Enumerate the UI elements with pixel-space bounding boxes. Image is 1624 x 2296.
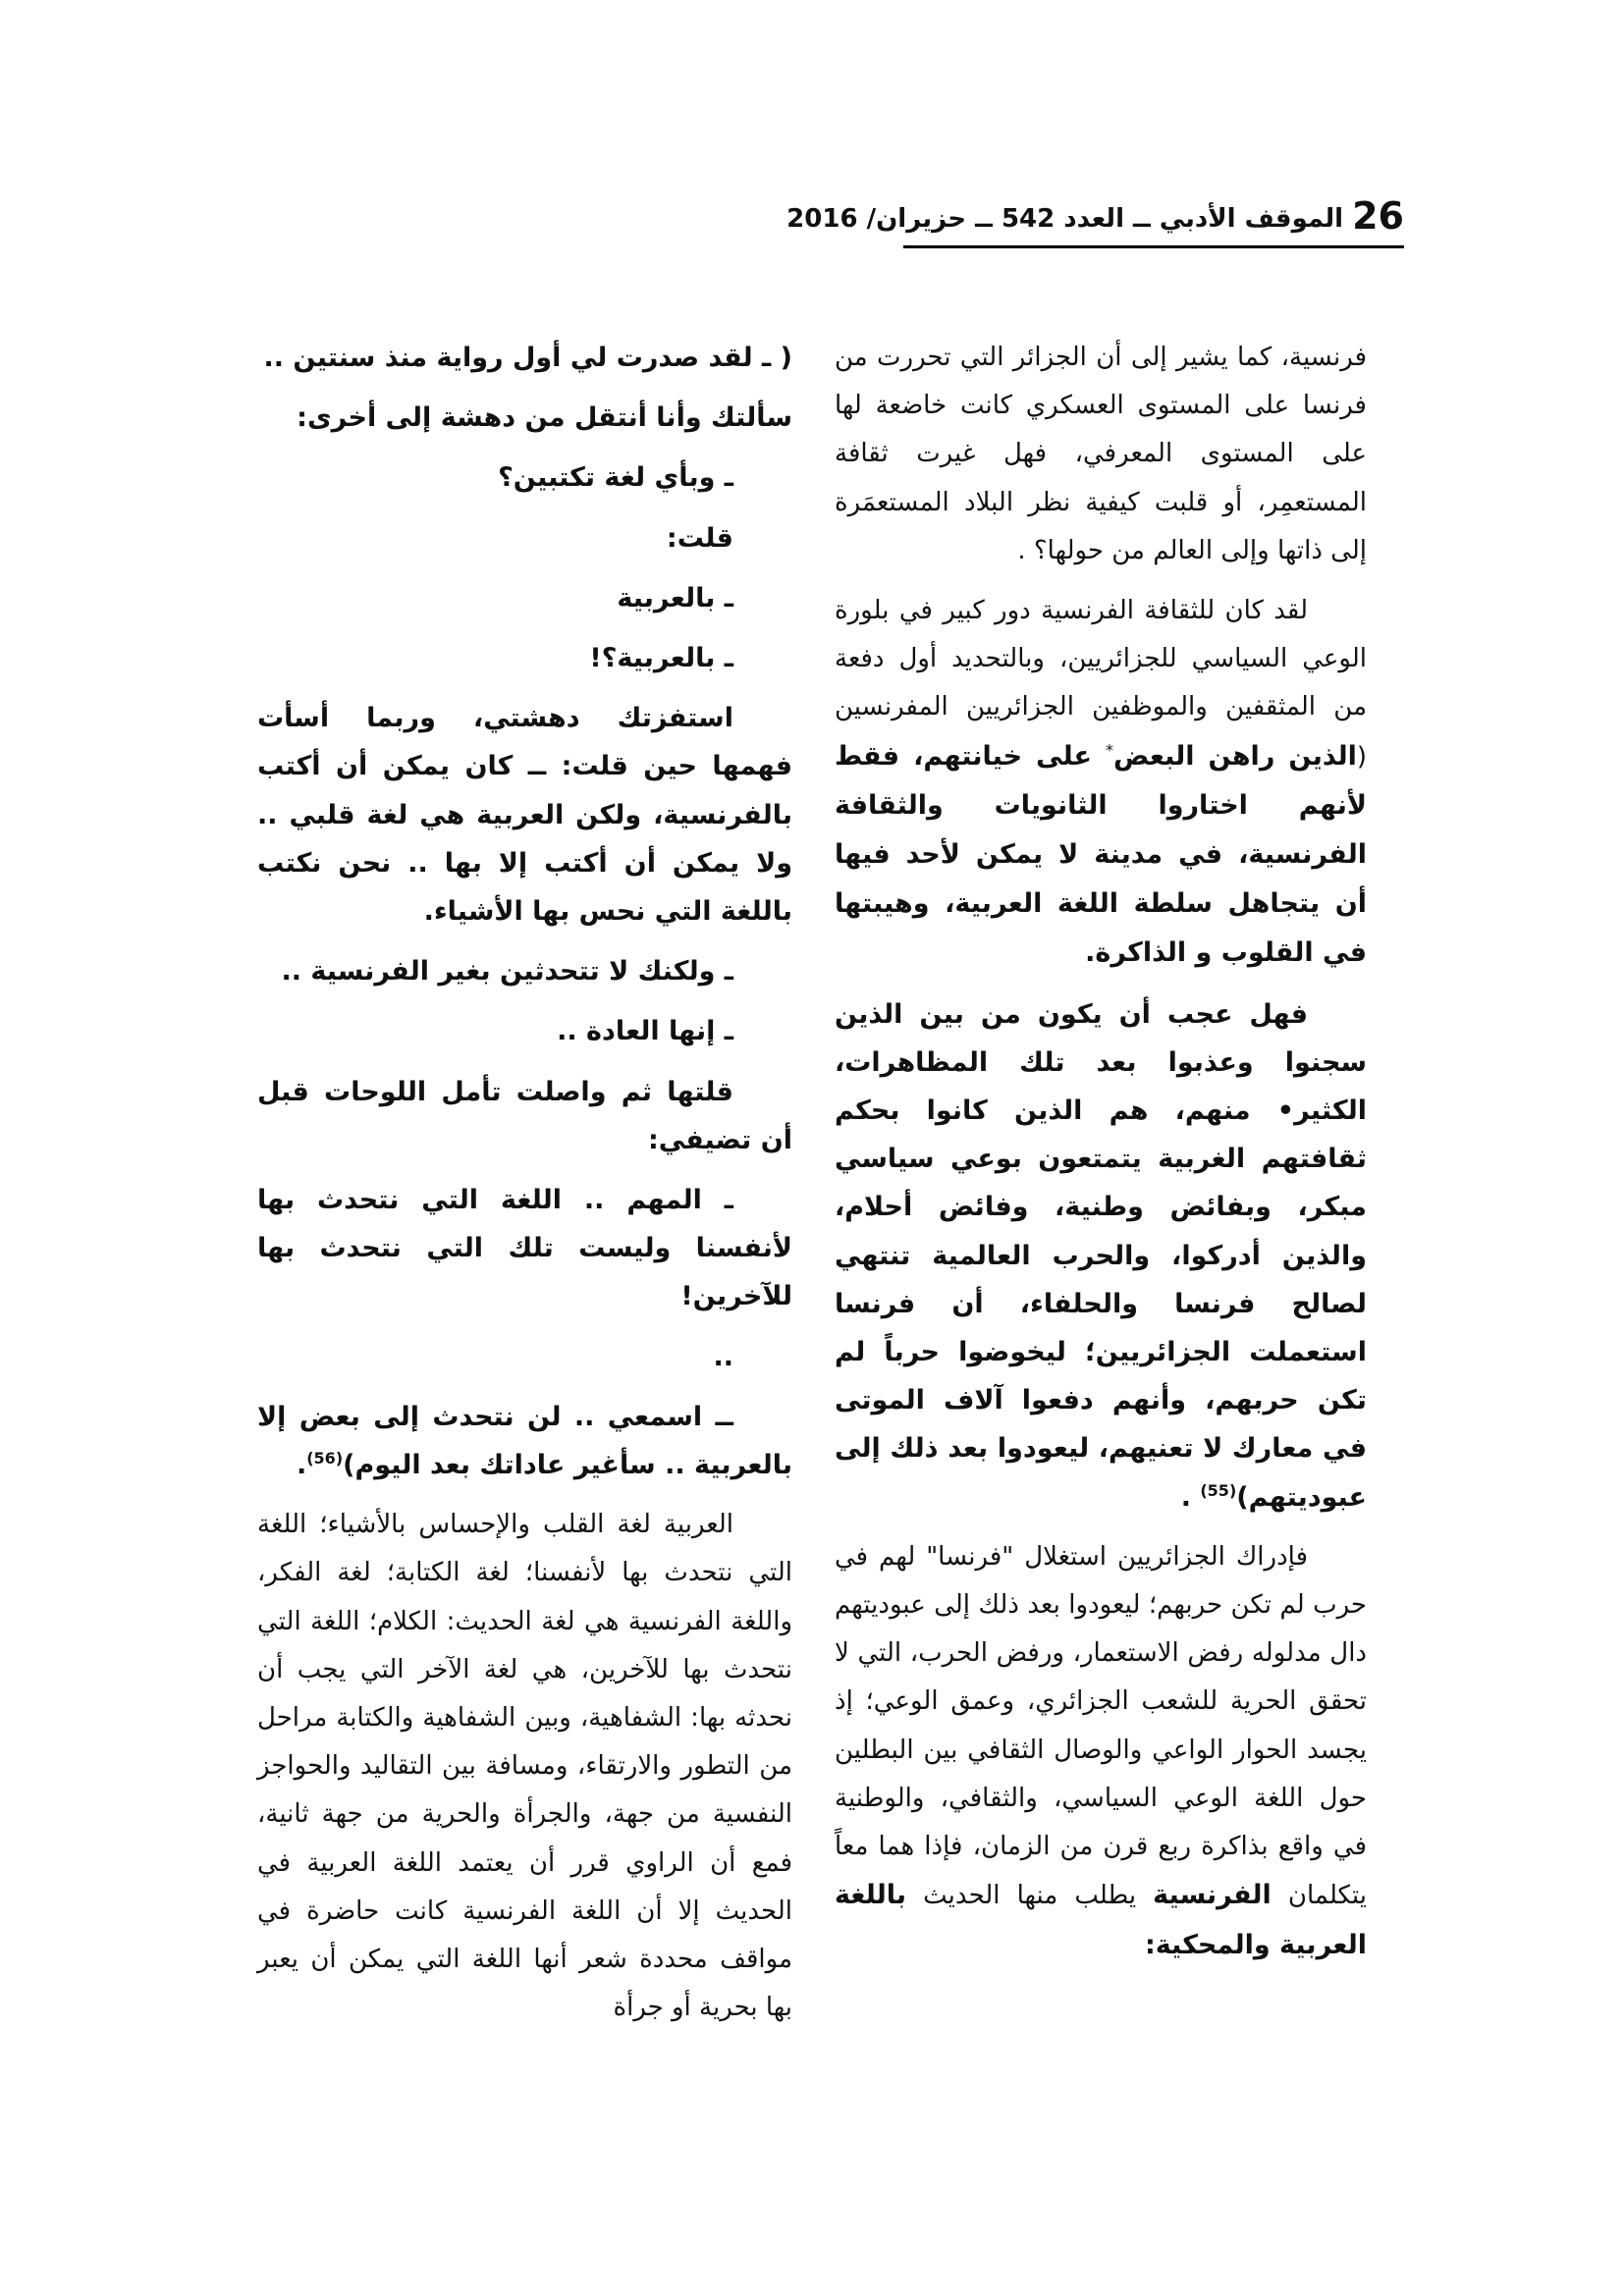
dialogue-line [257, 1393, 792, 1489]
paragraph-text: فإدراك الجزائريين استغلال "فرنسا" لهم في حرب لم تكن حربهم؛ ليعودوا بعد ذلك إلى عبوديتهم دال مدلوله رفض الاستعمار، ورفض الحرب، التي لا تحقق الحرية للشعب الجزائري، وعمق الوعي؛ إذ يجسد الحوار الواعي والوصال الثقافي بين البطلين حول اللغة الوعي السياسي، والثقافي، والوطنية في واقع بذاكرة ربع قرن من الزمان، فإذا هما معاً يتكلمان [835, 1541, 1367, 1911]
paragraph [835, 1533, 1367, 1970]
bold-quote: الذين راهن البعض [1113, 740, 1357, 772]
paragraph: العربية لغة القلب والإحساس بالأشياء؛ اللغة التي نتحدث بها لأنفسنا؛ لغة الكتابة؛ لغة الفكر، واللغة الفرنسية هي لغة الحديث: الكلام؛ اللغة التي نتحدث بها للآخرين، هي لغة الآخر التي يجب أن نحدثه بها: الشفاهية، وبين الشفاهية والكتابة مراحل من التطور والارتقاء، ومسافة بين التقاليد والحواجز النفسية من جهة، والجرأة والحرية من جهة ثانية، فمع أن الراوي قرر أن يعتمد اللغة العربية في الحديث إلا أن اللغة الفرنسية كانت حاضرة في مواقف محددة شعر أنها اللغة التي يمكن أن يعبر بها بحرية أو جرأة [257, 1510, 792, 2023]
running-title: الموقف الأدبي ــ العدد 542 ــ حزيران/ 2016 [786, 204, 1343, 234]
dialogue-line: استفزتك دهشتي، وربما أسأت فهمها حين قلت: ــ كان يمكن أن أكتب بالفرنسية، ولكن العربية هي لغة قلبي .. ولا يمكن أن أكتب إلا بها .. نحن نكتب باللغة التي نحس بها الأشياء. [257, 703, 792, 928]
bold-phrase: باللغة العربية والمحكية: [835, 1880, 1367, 1960]
dialogue-line: ـ المهم .. اللغة التي نتحدث بها لأنفسنا وليست تلك التي نتحدث بها للآخرين! [257, 1185, 792, 1312]
ellipsis-line: .. [713, 1341, 733, 1372]
dialogue-line: ( ـ لقد صدرت لي أول رواية منذ سنتين .. [263, 343, 792, 373]
bold-paragraph [835, 990, 1367, 1522]
dialogue-line: ـ وبأي لغة تكتبين؟ [498, 462, 733, 494]
bold-quote: فهل عجب أن يكون من بين الذين سجنوا وعذبوا بعد تلك المظاهرات، الكثير [835, 998, 1367, 1127]
dialogue-line: ـ بالعربية؟! [589, 643, 733, 674]
paragraph: فرنسية، كما يشير إلى أن الجزائر التي تحررت من فرنسا على المستوى العسكري كانت خاضعة لها على المستوى المعرفي، فهل غيرت ثقافة المستعمِر، أو قلبت كيفية نظر البلاد المستعمَرة إلى ذاتها وإلى العالم من حولها؟ . [835, 343, 1367, 565]
paragraph-text: لقد كان للثقافة الفرنسية دور كبير في بلورة الوعي السياسي للجزائريين، وبالتحديد أول دفعة من المثقفين والموظفين الجزائريين المفرنسين ( [835, 596, 1367, 772]
page-header [786, 194, 1404, 248]
dialogue-line: سألتك وأنا أنتقل من دهشة إلى أخرى: [297, 402, 792, 434]
footnote-reference: (56) [306, 1449, 344, 1468]
footnote-reference: (55) [1200, 1480, 1237, 1500]
dialogue-line: ـ بالعربية [617, 582, 733, 614]
footnote-star: * [1106, 739, 1113, 759]
dialogue-line: ـ ولكنك لا تتحدثين بغير الفرنسية .. [281, 956, 733, 988]
left-column [257, 334, 792, 2045]
right-column [835, 334, 1367, 1982]
bold-quote: على خيانتهم، فقط لأنهم اختاروا الثانويات والثقافة الفرنسية، في مدينة لا يمكن لأحد فيها أن يتجاهل سلطة اللغة العربية، وهيبتها في القلوب و الذاكرة. [835, 740, 1367, 969]
paragraph-end: . [1180, 1481, 1201, 1513]
bold-quote: منهم، هم الذين كانوا بحكم ثقافتهم الغربية يتمتعون بوعي سياسي مبكر، وبفائض وطنية، وفائض أحلام، والذين أدركوا، والحرب العالمية تنتهي لصالح فرنسا والحلفاء، أن فرنسا استعملت الجزائريين؛ ليخوضوا حرباً لم تكن حربهم، وأنهم دفعوا آلاف الموتى في معارك لا تعنيهم، ليعودوا بعد ذلك إلى عبوديتهم) [835, 1095, 1367, 1513]
bold-word: الفرنسية [1153, 1880, 1272, 1911]
paragraph-end: . [296, 1450, 307, 1481]
dialogue-line: قلت: [666, 522, 733, 554]
paragraph-text: يطلب منها الحديث [906, 1881, 1154, 1911]
dialogue-line: قلتها ثم واصلت تأمل اللوحات قبل أن تضيفي: [257, 1076, 792, 1155]
paragraph [835, 587, 1367, 979]
page-number: 26 [1352, 194, 1404, 238]
dialogue-text: ــ اسمعي .. لن نتحدث إلى بعض إلا بالعربية .. سأغير عاداتك بعد اليوم) [257, 1401, 792, 1481]
footnote-bullet: • [1276, 1095, 1295, 1127]
dialogue-line: ـ إنها العادة .. [557, 1016, 733, 1047]
